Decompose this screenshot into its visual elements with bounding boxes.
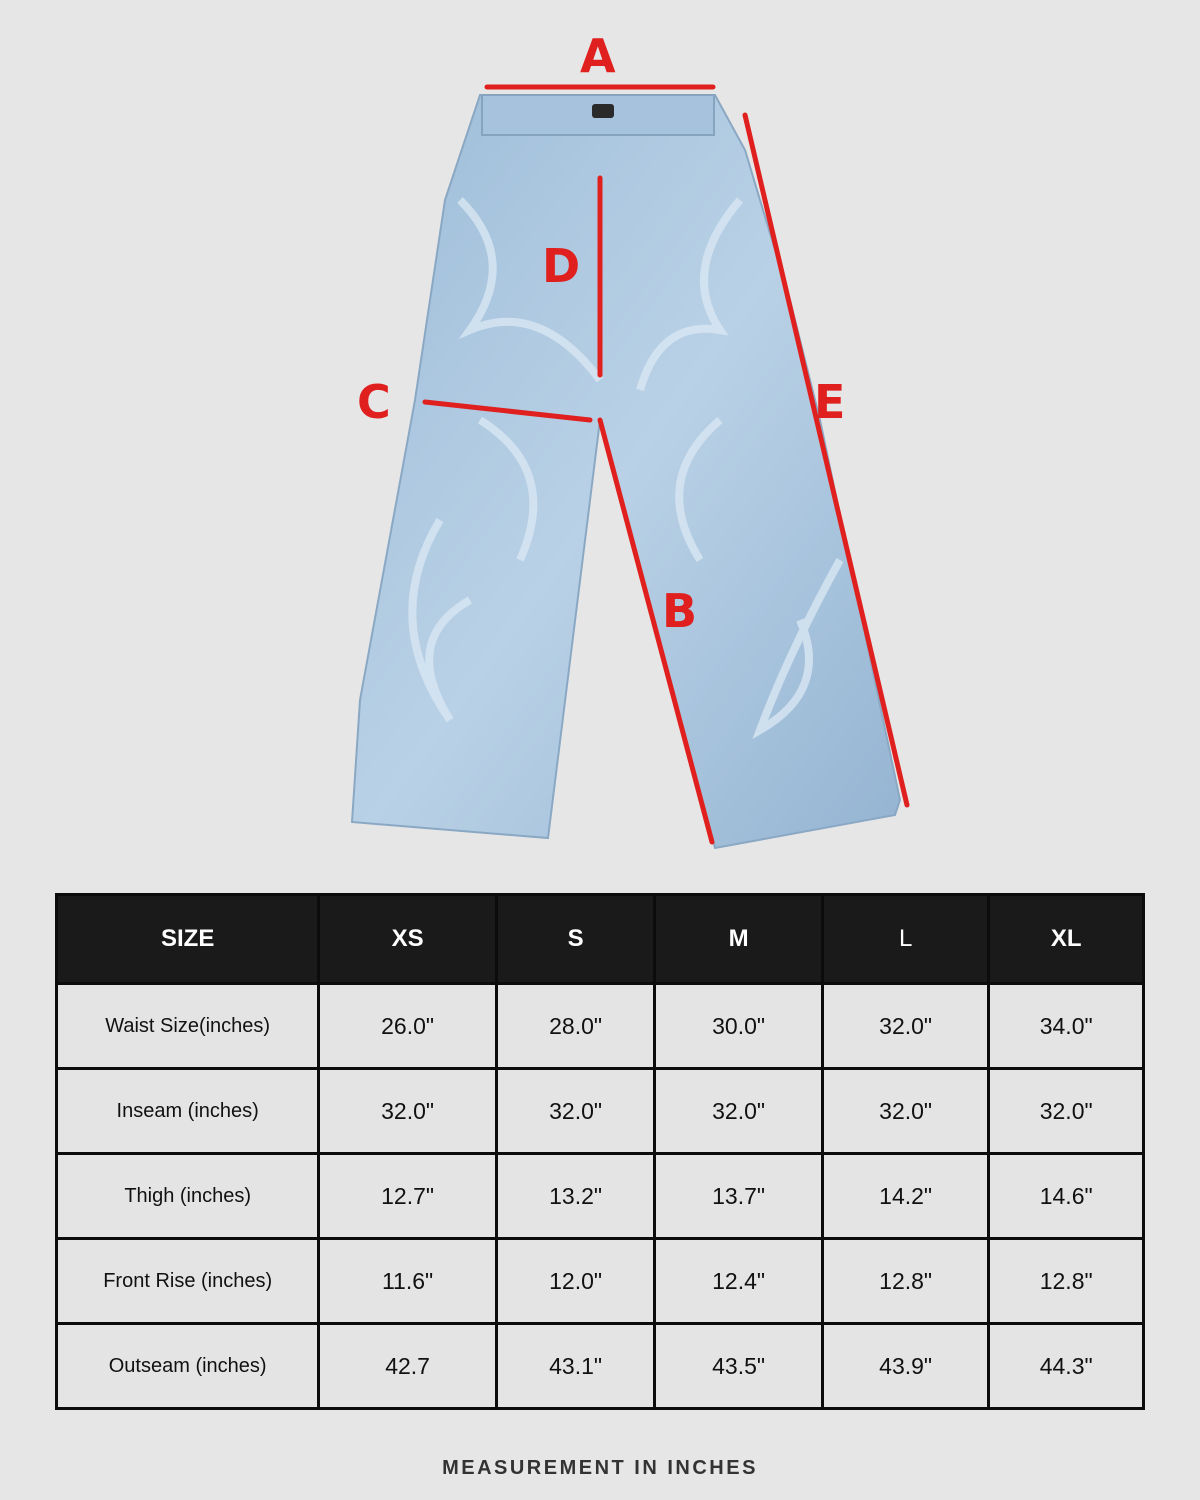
label-d: D <box>542 239 581 293</box>
cell: 32.0" <box>319 1069 496 1154</box>
header-xs: XS <box>319 895 496 984</box>
cell: 12.8" <box>822 1239 989 1324</box>
cell: 28.0" <box>496 984 655 1069</box>
row-label: Waist Size(inches) <box>57 984 319 1069</box>
size-chart-table <box>55 893 1145 1410</box>
label-a: A <box>580 29 616 83</box>
cell: 32.0" <box>655 1069 823 1154</box>
cell: 11.6" <box>319 1239 496 1324</box>
row-label: Front Rise (inches) <box>57 1239 319 1324</box>
cell: 12.4" <box>655 1239 823 1324</box>
cell: 43.9" <box>822 1324 989 1409</box>
table-row <box>57 1324 1144 1409</box>
cell: 12.8" <box>989 1239 1144 1324</box>
cell: 14.6" <box>989 1154 1144 1239</box>
table-row <box>57 1154 1144 1239</box>
cell: 30.0" <box>655 984 823 1069</box>
cell: 13.2" <box>496 1154 655 1239</box>
header-s: S <box>496 895 655 984</box>
cell: 32.0" <box>989 1069 1144 1154</box>
cell: 43.1" <box>496 1324 655 1409</box>
cell: 12.7" <box>319 1154 496 1239</box>
jeans-illustration <box>352 95 900 848</box>
label-b: B <box>662 584 698 638</box>
row-label: Inseam (inches) <box>57 1069 319 1154</box>
cell: 32.0" <box>822 984 989 1069</box>
header-l: L <box>822 895 989 984</box>
row-label: Thigh (inches) <box>57 1154 319 1239</box>
table-row <box>57 1239 1144 1324</box>
cell: 13.7" <box>655 1154 823 1239</box>
cell: 14.2" <box>822 1154 989 1239</box>
cell: 32.0" <box>496 1069 655 1154</box>
label-c: C <box>357 375 391 429</box>
cell: 34.0" <box>989 984 1144 1069</box>
cell: 42.7 <box>319 1324 496 1409</box>
header-m: M <box>655 895 823 984</box>
cell: 32.0" <box>822 1069 989 1154</box>
header-size: SIZE <box>57 895 319 984</box>
cell: 26.0" <box>319 984 496 1069</box>
header-xl: XL <box>989 895 1144 984</box>
cell: 12.0" <box>496 1239 655 1324</box>
header-row <box>57 895 1144 984</box>
label-e: E <box>814 375 846 429</box>
measurement-note: MEASUREMENT IN INCHES <box>442 1457 758 1479</box>
cell: 43.5" <box>655 1324 823 1409</box>
cell: 44.3" <box>989 1324 1144 1409</box>
table-row <box>57 1069 1144 1154</box>
row-label: Outseam (inches) <box>57 1324 319 1409</box>
table-row <box>57 984 1144 1069</box>
